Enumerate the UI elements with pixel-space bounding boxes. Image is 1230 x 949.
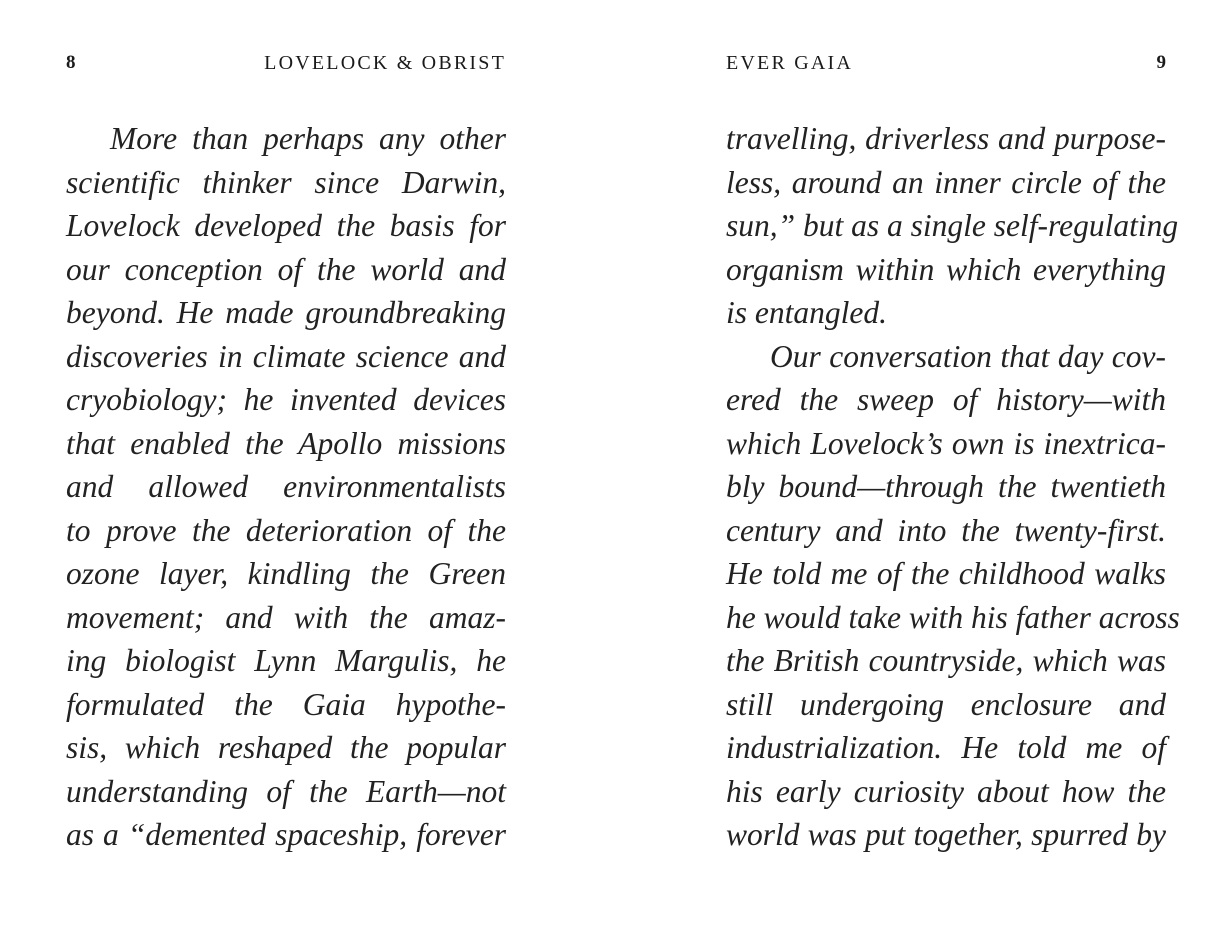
text-line: the British countryside, which was — [726, 643, 1166, 678]
text-line: bly bound—through the twentieth — [726, 469, 1166, 504]
text-line: movement; and with the amaz- — [66, 599, 506, 635]
text-line: understanding of the Earth—not — [66, 773, 506, 809]
text-line: travelling, driverless and purpose- — [726, 121, 1166, 156]
running-head-title: EVER GAIA — [726, 52, 854, 74]
text-line: sis, which reshaped the popular — [66, 730, 506, 765]
text-line: century and into the twenty-first. — [726, 512, 1166, 548]
text-line: ozone layer, kindling the Green — [66, 556, 506, 591]
text-line: industrialization. He told me of — [726, 730, 1166, 765]
text-line: He told me of the childhood walks — [726, 556, 1166, 591]
page-number: 8 — [66, 52, 76, 73]
text-line: organism within which everything — [726, 251, 1166, 287]
left-running-head — [66, 52, 506, 78]
text-line: beyond. He made groundbreaking — [66, 295, 506, 330]
text-line: still undergoing enclosure and — [726, 686, 1166, 722]
body-text — [66, 117, 506, 857]
text-line: Our conversation that day cov- — [770, 338, 1166, 374]
text-line: scientific thinker since Darwin, — [66, 164, 506, 200]
text-line: and allowed environmentalists — [66, 469, 506, 504]
body-text — [726, 117, 1180, 857]
text-line: his early curiosity about how the — [726, 773, 1166, 809]
text-line: world was put together, spurred by — [726, 817, 1166, 852]
text-line: that enabled the Apollo missions — [66, 425, 506, 461]
text-line: as a “demented spaceship, forever — [66, 817, 506, 852]
text-line: ing biologist Lynn Margulis, he — [66, 643, 506, 678]
running-head-title: LOVELOCK & OBRIST — [264, 52, 506, 74]
text-line: Lovelock developed the basis for — [66, 208, 506, 243]
text-line: More than perhaps any other — [110, 121, 506, 156]
text-line: is entangled. — [726, 295, 887, 330]
text-line: he would take with his father across — [726, 599, 1180, 635]
text-line: formulated the Gaia hypothe- — [66, 686, 506, 722]
text-line: discoveries in climate science and — [66, 338, 506, 374]
text-line: our conception of the world and — [66, 251, 506, 287]
right-running-head — [726, 52, 1166, 78]
text-line: to prove the deterioration of the — [66, 512, 506, 548]
text-line: ered the sweep of history—with — [726, 382, 1166, 417]
page-number: 9 — [1156, 52, 1166, 73]
text-line: sun,” but as a single self-regulating — [726, 208, 1179, 243]
text-line: less, around an inner circle of the — [726, 164, 1166, 200]
text-line: cryobiology; he invented devices — [66, 382, 506, 417]
text-line: which Lovelock’s own is inextrica- — [726, 425, 1166, 461]
